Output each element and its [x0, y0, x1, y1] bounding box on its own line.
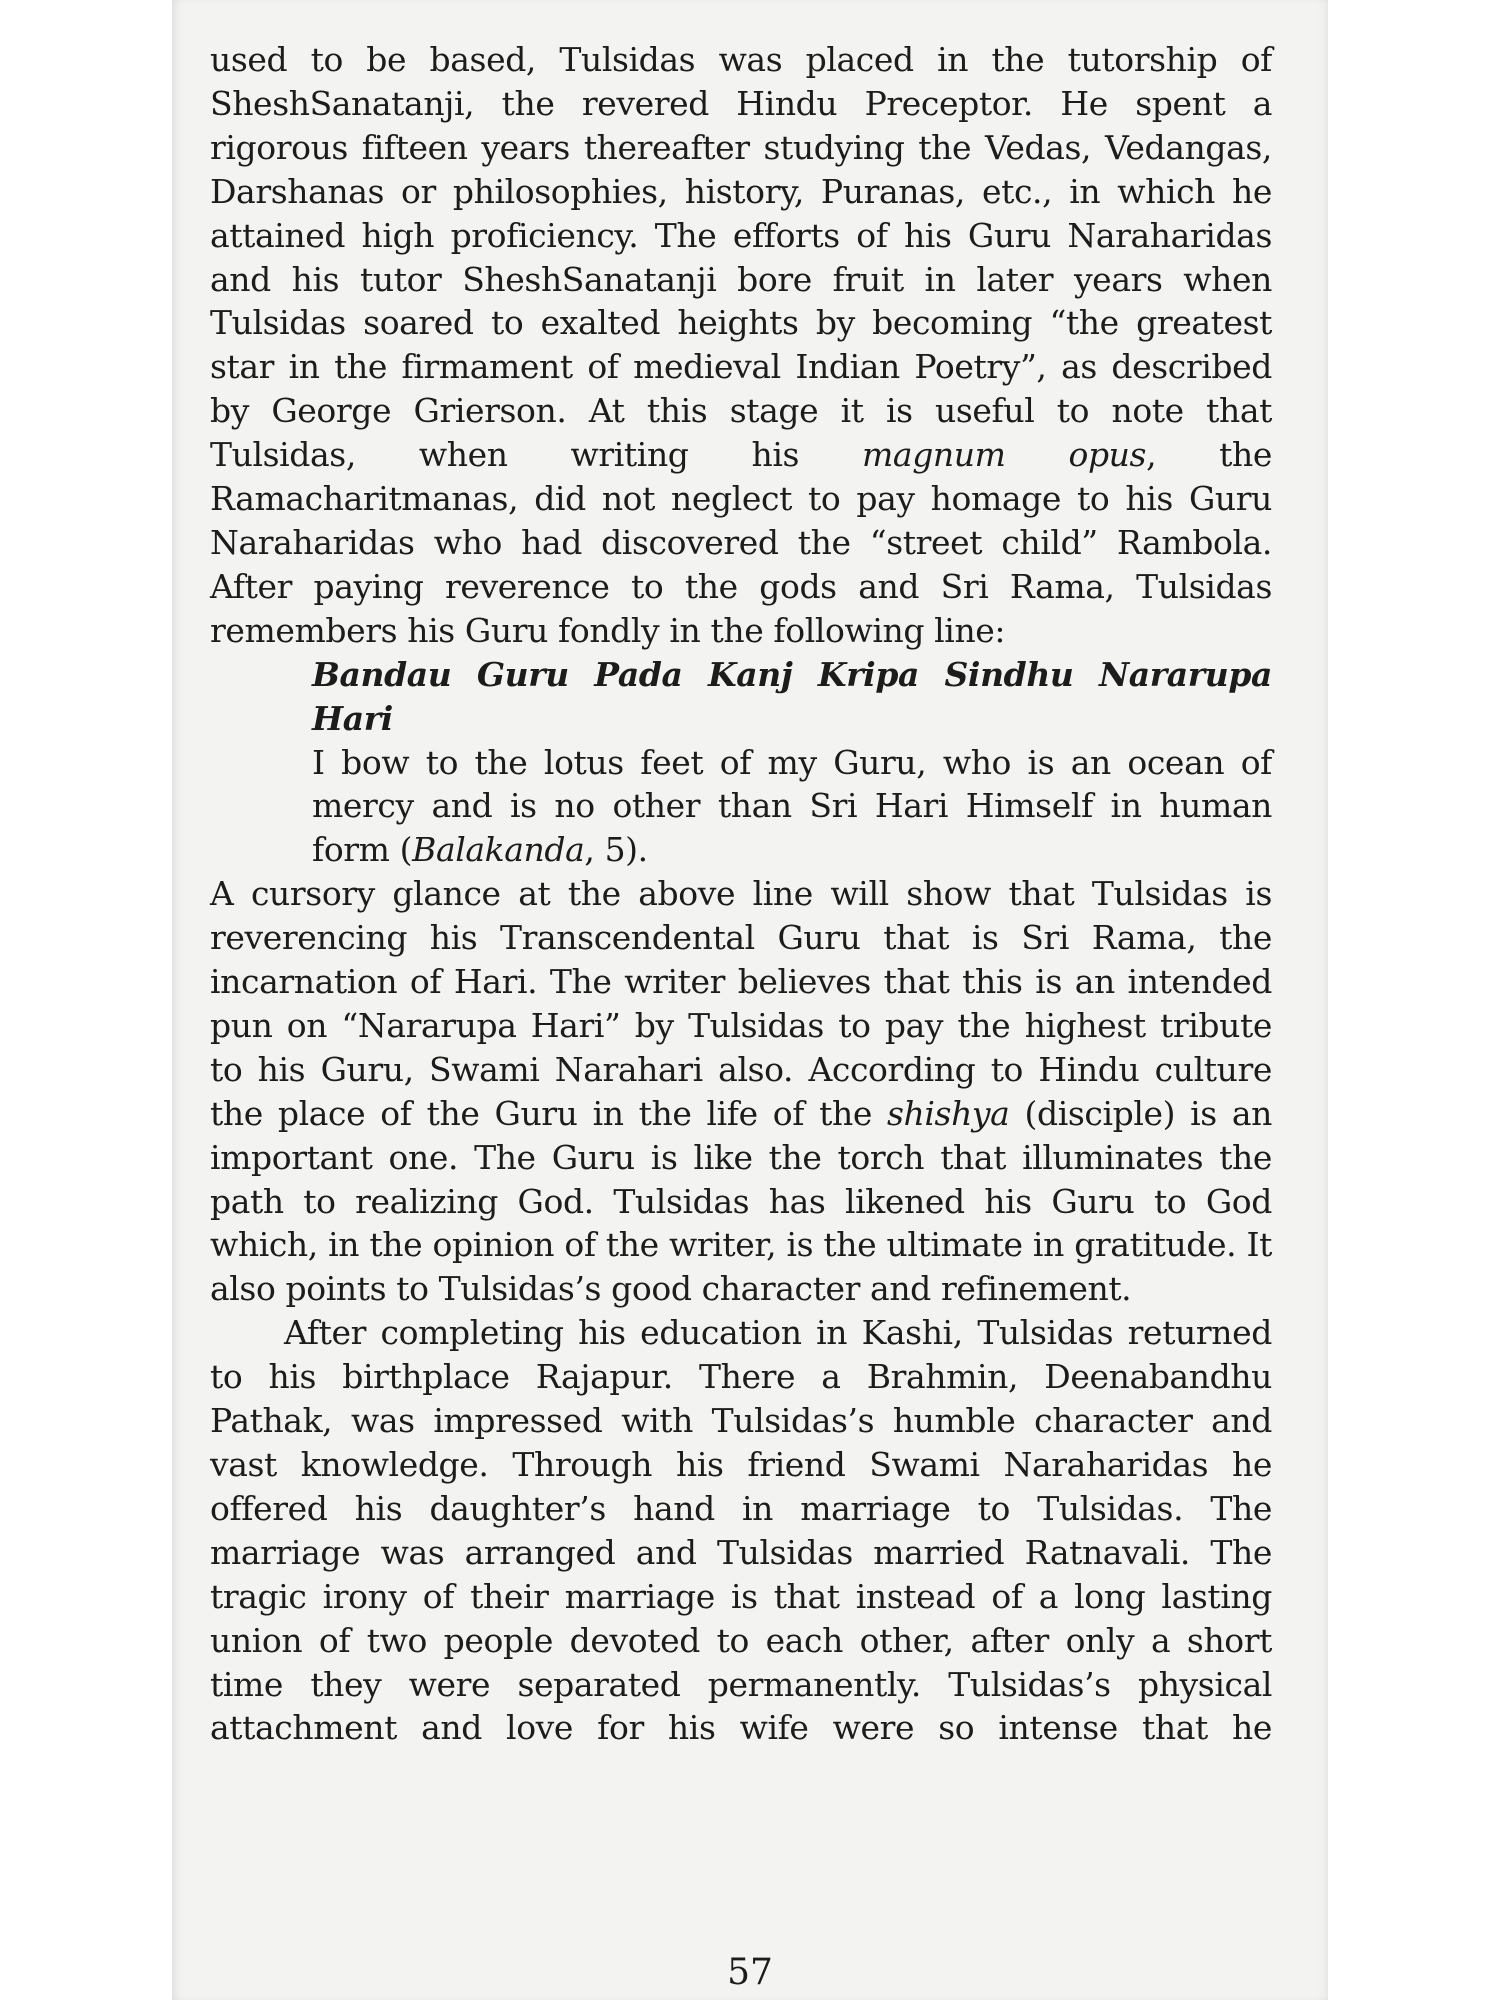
italic-term: magnum opus: [862, 435, 1147, 475]
page-number: 57: [727, 1952, 773, 1993]
paragraph-text: , the Ramacharitmanas, did not neglect to pay homage to his Guru Naraharidas who had discovered the “street child” Rambola. After paying reverence to the gods and Sri Rama, Tulsidas remembers his Guru fondly in the following line:: [210, 435, 1272, 650]
verse-translation: [312, 741, 1272, 873]
paragraph-text: (disciple) is an important one. The Guru is like the torch that illuminates the path to realizing God. Tulsidas has likened his Guru to God which, in the opinion of the writer, is the ultimate in gratitude. It also points to Tulsidas’s good character and refinement.: [210, 1093, 1272, 1309]
translation-text: I bow to the lotus feet of my Guru, who is an ocean of mercy and is no other than Sri Hari Himself in human form (: [312, 742, 1272, 870]
page-body: [210, 38, 1272, 1750]
paragraph-text: A cursory glance at the above line will show that Tulsidas is reverencing his Transcendental Guru that is Sri Rama, the incarnation of Hari. The writer believes that this is an intended pun on “Nararupa Hari” by Tulsidas to pay the highest tribute to his Guru, Swami Narahari also. According to Hindu culture the place of the Guru in the life of the: [210, 874, 1272, 1133]
paragraph: After completing his education in Kashi, Tulsidas returned to his birthplace Rajapur. There a Brahmin, Deenabandhu Pathak, was impressed with Tulsidas’s humble character and vast knowledge. Through his friend Swami Naraharidas he offered his daughter’s hand in marriage to Tulsidas. The marriage was arranged and Tulsidas married Ratnavali. The tragic irony of their marriage is that instead of a long lasting union of two people devoted to each other, after only a short time they were separated permanently. Tulsidas’s physical attachment and love for his wife were so intense that he: [210, 1313, 1272, 1748]
paragraph: [210, 38, 1272, 653]
quoted-verse: Bandau Guru Pada Kanj Kripa Sindhu Nararupa Hari: [312, 654, 1272, 738]
paragraph: [210, 872, 1272, 1311]
italic-term: shishya: [887, 1093, 1010, 1133]
source-reference: Balakanda: [412, 830, 585, 870]
translation-text: , 5).: [584, 830, 648, 870]
paragraph-text: used to be based, Tulsidas was placed in the tutorship of SheshSanatanji, the revered Hindu Preceptor. He spent a rigorous fifteen years thereafter studying the Vedas, Vedangas, Darshanas or philosophies, history, Puranas, etc., in which he attained high proficiency. The efforts of his Guru Naraharidas and his tutor SheshSanatanji bore fruit in later years when Tulsidas soared to exalted heights by becoming “the greatest star in the firmament of medieval Indian Poetry”, as described by George Grierson. At this stage it is useful to note that Tulsidas, when writing his: [210, 40, 1272, 475]
